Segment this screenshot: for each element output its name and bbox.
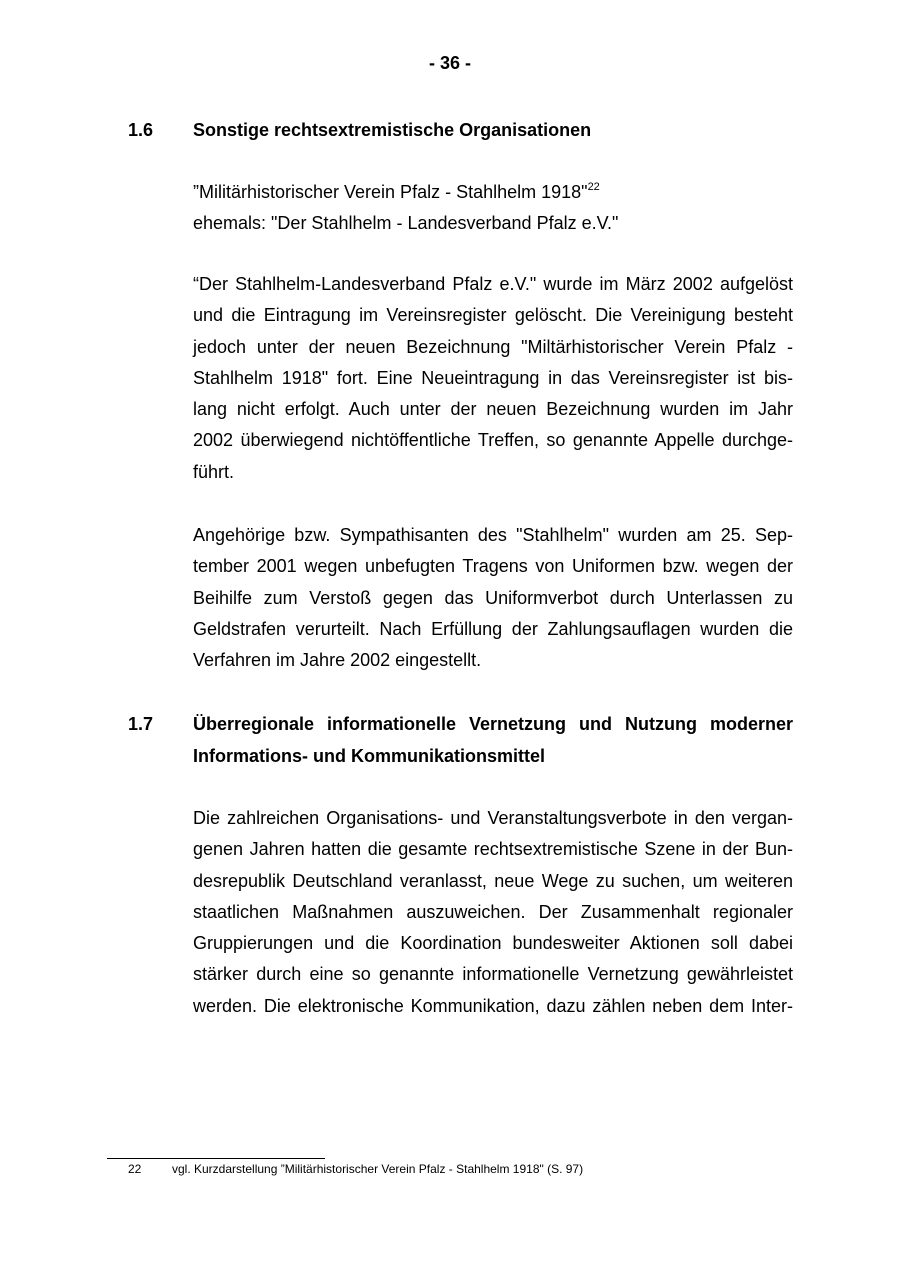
section-number-1-7: 1.7 bbox=[128, 714, 154, 734]
former-name: ehemals: "Der Stahlhelm - Landesverband Pfalz e.V." bbox=[193, 213, 619, 233]
footnote-number: 22 bbox=[128, 1162, 142, 1176]
text-line: Stahlhelm 1918" fort. Eine Neueintragung in das Vereinsregister ist bis- bbox=[193, 367, 793, 388]
text-line: Geldstrafen verurteilt. Nach Erfüllung der Zahlungsauflagen wurden die bbox=[193, 618, 793, 639]
text-line: “Der Stahlhelm-Landesverband Pfalz e.V." wurde im März 2002 aufgelöst bbox=[193, 274, 793, 294]
paragraph-stahlhelm-penalties bbox=[193, 520, 793, 676]
text-line: Gruppierungen und die Koordination bundesweiter Aktionen soll dabei bbox=[193, 933, 793, 954]
paragraph-stahlhelm-dissolution bbox=[193, 269, 793, 488]
organization-name-text: ”Militärhistorischer Verein Pfalz - Stahlhelm 1918" bbox=[193, 182, 588, 202]
text-line: führt. bbox=[193, 461, 235, 482]
organization-name bbox=[193, 176, 600, 208]
text-line: staatlichen Maßnahmen auszuweichen. Der Zusammenhalt regionaler bbox=[193, 901, 793, 922]
paragraph-networking bbox=[193, 803, 793, 1022]
text-line: werden. Die elektronische Kommunikation, dazu zählen neben dem Inter- bbox=[193, 995, 793, 1016]
text-line: Verfahren im Jahre 2002 eingestellt. bbox=[193, 650, 482, 671]
text-line: lang nicht erfolgt. Auch unter der neuen Bezeichnung wurden im Jahr bbox=[193, 399, 793, 420]
section-number-1-6: 1.6 bbox=[128, 120, 154, 140]
footnote-separator bbox=[107, 1158, 325, 1159]
text-line: 2002 überwiegend nichtöffentliche Treffen, so genannte Appelle durchge- bbox=[193, 430, 793, 451]
text-line: jedoch unter der neuen Bezeichnung "Miltärhistorischer Verein Pfalz - bbox=[193, 336, 793, 357]
text-line: desrepublik Deutschland veranlasst, neue Wege zu suchen, um weiteren bbox=[193, 870, 793, 891]
footnote-reference: 22 bbox=[587, 181, 600, 193]
text-line: tember 2001 wegen unbefugten Tragens von Uniformen bzw. wegen der bbox=[193, 556, 793, 577]
section-title-line: Informations- und Kommunikationsmittel bbox=[193, 746, 546, 766]
text-line: Die zahlreichen Organisations- und Veranstaltungsverbote in den vergan- bbox=[193, 808, 793, 828]
text-line: Angehörige bzw. Sympathisanten des "Stahlhelm" wurden am 25. Sep- bbox=[193, 525, 793, 545]
text-line: genen Jahren hatten die gesamte rechtsextremistische Szene in der Bun- bbox=[193, 839, 793, 860]
footnote-text: vgl. Kurzdarstellung ”Militärhistorischer Verein Pfalz - Stahlhelm 1918" (S. 97) bbox=[172, 1162, 584, 1176]
section-title-1-7 bbox=[193, 708, 793, 772]
text-line: Beihilfe zum Verstoß gegen das Uniformverbot durch Unterlassen zu bbox=[193, 587, 793, 608]
section-title-line: Überregionale informationelle Vernetzung und Nutzung moderner bbox=[193, 714, 793, 734]
text-line: stärker durch eine so genannte informationelle Vernetzung gewährleistet bbox=[193, 964, 793, 985]
section-title-1-6: Sonstige rechtsextremistische Organisationen bbox=[193, 120, 592, 140]
text-line: und die Eintragung im Vereinsregister gelöscht. Die Vereinigung besteht bbox=[193, 305, 793, 326]
page-number: - 36 - bbox=[428, 53, 471, 73]
